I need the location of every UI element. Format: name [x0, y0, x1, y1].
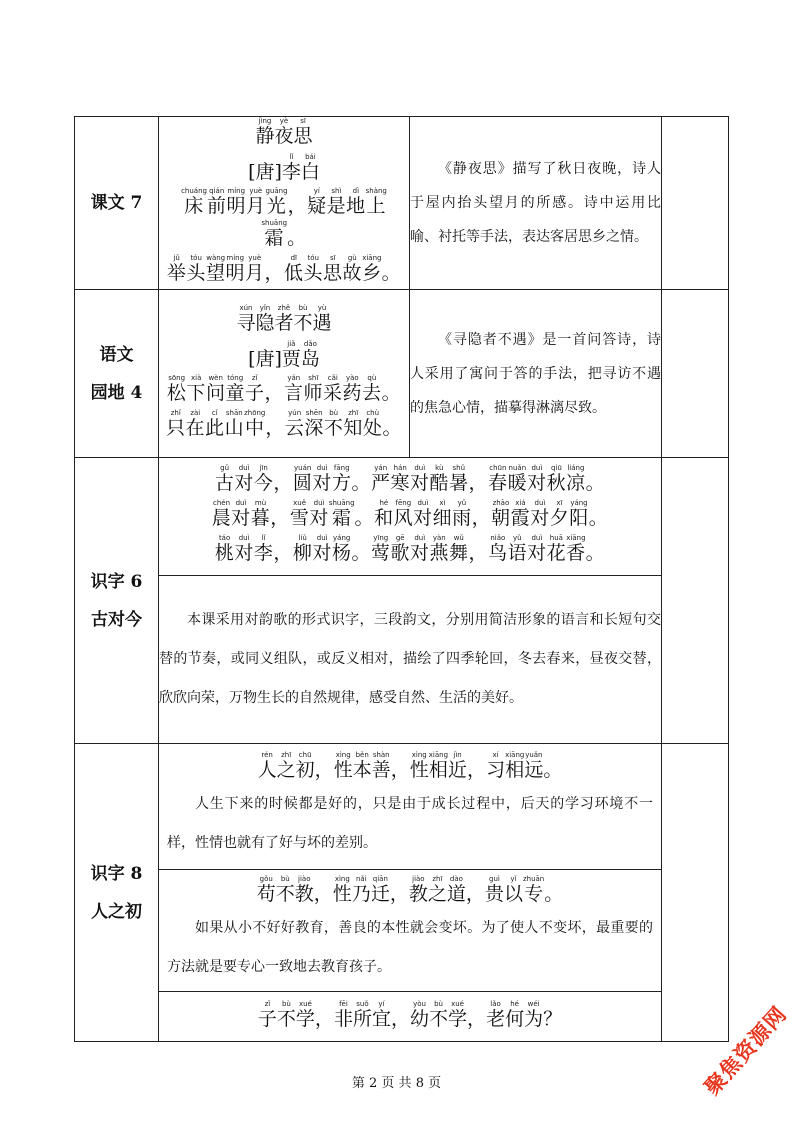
poem-line: [167, 254, 401, 289]
lesson7-description: 《静夜思》描写了秋日夜晚，诗人于屋内抬头望月的所感。诗中运用比喻、衬托等手法，表达客居思乡之情。: [410, 117, 662, 290]
hanzi-char: 霜shuāng: [328, 499, 355, 529]
hanzi-char: 不bù: [429, 999, 449, 1030]
hanzi-char: 语yǔ: [507, 534, 528, 564]
hanzi-char: 。: [382, 416, 402, 439]
hanzi-char: ，: [390, 1007, 410, 1030]
hanzi-char: 香xiāng: [566, 534, 586, 564]
hanzi-char: 贾jiǎ: [281, 339, 301, 370]
hanzi-char: 暑shǔ: [449, 464, 469, 494]
hanzi-char: 歌gē: [390, 534, 410, 564]
shizi6-label-line1: 识字 6: [90, 571, 143, 592]
garden4-poem: [159, 290, 410, 458]
hanzi-char: 秋qiū: [546, 464, 567, 494]
hanzi-char: 光guāng: [265, 187, 288, 217]
hanzi-char: 问wèn: [205, 373, 226, 404]
hanzi-char: 之zhī: [427, 874, 447, 905]
hanzi-char: 迁qiān: [370, 874, 390, 905]
shizi6-label-line2: 古对今: [91, 609, 142, 630]
dynasty-tag: [唐]: [248, 161, 282, 183]
hanzi-char: 对duì: [410, 534, 430, 564]
hanzi-char: 晨chén: [211, 499, 232, 529]
hanzi-char: 宜yí: [371, 999, 391, 1030]
hanzi-char: 云yún: [284, 408, 305, 439]
hanzi-char: 性xìng: [333, 750, 353, 781]
hanzi-char: 李lǐ: [281, 153, 301, 183]
notes-cell: [662, 744, 729, 1042]
hanzi-char: 远yuǎn: [524, 750, 544, 781]
hanzi-char: 不bù: [276, 999, 296, 1030]
hanzi-char: 人rén: [257, 750, 277, 781]
hanzi-char: 松sōng: [166, 373, 187, 404]
hanzi-char: 杨yáng: [331, 534, 352, 564]
hanzi-char: ，: [467, 1007, 487, 1030]
hanzi-char: 白bái: [300, 153, 320, 183]
shizi8-label-line2: 人之初: [91, 901, 142, 922]
hanzi-char: ，: [465, 882, 485, 905]
verse-line: [215, 464, 605, 499]
hanzi-char: 相xiāng: [428, 750, 449, 781]
hanzi-char: 。: [351, 472, 371, 494]
hanzi-char: 李lǐ: [253, 534, 274, 564]
hanzi-char: 。: [543, 758, 563, 781]
hanzi-char: 对duì: [410, 464, 430, 494]
hanzi-char: 思sī: [293, 117, 313, 147]
hanzi-char: 朝zhāo: [491, 499, 511, 529]
hanzi-char: ？: [543, 1007, 563, 1030]
hanzi-char: 对duì: [309, 499, 329, 529]
hanzi-char: 学xué: [448, 999, 468, 1030]
hanzi-char: ，: [273, 542, 293, 564]
garden4-label-line2: 园地 4: [90, 382, 143, 403]
hanzi-char: ，: [270, 507, 290, 529]
hanzi-char: 相xiāng: [505, 750, 525, 781]
hanzi-char: 莺yīng: [370, 534, 391, 564]
poem-author: [248, 153, 320, 187]
hanzi-char: 岛dǎo: [300, 339, 320, 370]
hanzi-char: 知zhī: [343, 408, 363, 439]
hanzi-char: 对duì: [527, 464, 547, 494]
hanzi-char: 花huā: [546, 534, 567, 564]
watermark-logo: 聚焦资源网: [700, 1001, 792, 1100]
hanzi-char: 去qù: [362, 373, 382, 404]
hanzi-char: 柳liǔ: [292, 534, 313, 564]
hanzi-char: 酷kù: [429, 464, 450, 494]
hanzi-char: 细xì: [432, 499, 453, 529]
hanzi-char: 风fēng: [393, 499, 414, 529]
hanzi-char: 本běn: [352, 750, 372, 781]
hanzi-char: ，: [468, 472, 489, 494]
verse-line: [212, 499, 609, 534]
hanzi-char: 苟gǒu: [256, 874, 276, 905]
lesson7-label: 课文 7: [75, 117, 159, 290]
hanzi-char: 故gù: [342, 254, 363, 284]
notes-cell: [662, 117, 729, 290]
verse-explanation: 如果从小不好好教育，善良的本性就会变坏。为了使人不变坏，最重要的方法就是要专心一致地去教育孩子。: [167, 919, 653, 975]
shizi6-verse: [159, 458, 662, 576]
page-number: 第 2 页 共 8 页: [351, 1076, 442, 1091]
hanzi-char: 对duì: [527, 534, 547, 564]
hanzi-char: 只zhǐ: [166, 408, 186, 439]
hanzi-char: 。: [287, 227, 307, 249]
hanzi-char: 何hé: [505, 999, 525, 1030]
hanzi-char: 严yán: [370, 464, 391, 494]
hanzi-char: 贵guì: [484, 874, 504, 905]
hanzi-char: 。: [544, 882, 564, 905]
hanzi-char: 。: [381, 262, 402, 284]
hanzi-char: ，: [468, 542, 489, 564]
shizi8-part1: [159, 744, 662, 870]
hanzi-char: 教jiào: [294, 874, 314, 905]
lesson7-poem: [159, 117, 410, 290]
hanzi-char: 桃táo: [214, 534, 235, 564]
hanzi-char: 疑yí: [307, 187, 327, 217]
hanzi-char: 。: [381, 381, 402, 404]
hanzi-char: 此cǐ: [205, 408, 225, 439]
hanzi-char: 头tóu: [303, 254, 324, 284]
row-shizi8-part1: [75, 744, 729, 870]
notes-cell: [662, 290, 729, 458]
hanzi-char: 中zhōng: [244, 408, 266, 439]
hanzi-char: 隐yǐn: [255, 303, 275, 334]
row-garden4: [75, 290, 729, 458]
hanzi-char: 对duì: [231, 499, 251, 529]
hanzi-char: 对duì: [234, 534, 254, 564]
hanzi-char: 舞wǔ: [449, 534, 469, 564]
verse-line: [159, 1000, 661, 1034]
hanzi-char: ，: [467, 758, 487, 781]
hanzi-char: 教jiào: [408, 874, 428, 905]
hanzi-char: 采cǎi: [323, 373, 343, 404]
hanzi-char: 遇yù: [312, 303, 332, 334]
hanzi-char: ，: [390, 758, 410, 781]
poem-line: [167, 374, 401, 409]
verse-text: [257, 875, 564, 909]
shizi8-label: [75, 744, 159, 1042]
hanzi-char: 乃nǎi: [351, 874, 371, 905]
hanzi-char: 。: [588, 507, 609, 529]
hanzi-char: 善shàn: [371, 750, 391, 781]
hanzi-char: 不bù: [293, 303, 313, 334]
hanzi-char: 明míng: [225, 254, 245, 284]
hanzi-char: 燕yàn: [429, 534, 450, 564]
hanzi-char: 鸟niǎo: [488, 534, 508, 564]
hanzi-char: 明míng: [226, 187, 246, 217]
hanzi-char: 春chūn: [488, 464, 508, 494]
hanzi-char: 头tóu: [186, 254, 206, 284]
hanzi-char: 雨yǔ: [452, 499, 472, 529]
row-lesson7: [75, 117, 729, 290]
hanzi-char: 地dì: [346, 187, 366, 217]
hanzi-char: 师shī: [303, 373, 324, 404]
shizi8-part2: [159, 870, 662, 992]
verse-line: [159, 875, 661, 909]
hanzi-char: 望wàng: [205, 254, 226, 284]
hanzi-char: 今jīn: [253, 464, 274, 494]
hanzi-char: 寒hán: [390, 464, 410, 494]
hanzi-char: 学xué: [295, 999, 315, 1030]
hanzi-char: 所suǒ: [352, 999, 372, 1030]
verse-line: [215, 534, 605, 569]
hanzi-char: 暖nuǎn: [507, 464, 528, 494]
hanzi-char: 思sī: [323, 254, 343, 284]
hanzi-char: 山shān: [224, 408, 245, 439]
hanzi-char: 在zài: [185, 408, 206, 439]
hanzi-char: 霜shuāng: [261, 219, 288, 249]
hanzi-char: ，: [471, 507, 492, 529]
hanzi-char: 静jìng: [255, 117, 275, 147]
row-shizi8-part2: [75, 870, 729, 992]
hanzi-char: 方fāng: [331, 464, 352, 494]
hanzi-char: 近jìn: [448, 750, 468, 781]
hanzi-char: ，: [273, 472, 293, 494]
hanzi-char: 童tóng: [225, 373, 245, 404]
garden4-label: [75, 290, 159, 458]
hanzi-char: 对duì: [312, 534, 332, 564]
poem-author: [248, 340, 320, 374]
hanzi-char: 寻xún: [236, 303, 256, 334]
hanzi-char: 以yǐ: [503, 874, 523, 905]
hanzi-char: 初chū: [295, 750, 315, 781]
hanzi-char: 暮mù: [250, 499, 271, 529]
hanzi-char: 老lǎo: [486, 999, 506, 1030]
hanzi-char: 幼yòu: [410, 999, 430, 1030]
hanzi-char: 性xìng: [332, 874, 352, 905]
hanzi-char: 雪xuě: [289, 499, 310, 529]
hanzi-char: 深shēn: [304, 408, 324, 439]
hanzi-char: 对duì: [234, 464, 254, 494]
hanzi-char: 。: [585, 472, 606, 494]
poem-line: [166, 409, 402, 444]
hanzi-char: 处chù: [362, 408, 383, 439]
shizi6-description: 本课采用对韵歌的形式识字，三段韵文，分别用简洁形象的语言和长短句交替的节奏，或同义组队，或反义相对，描绘了四季轮回，冬去春来，昼夜交替，欣欣向荣，万物生长的自然规律，感受自然、生活的美好。: [159, 576, 662, 744]
hanzi-char: 性xìng: [409, 750, 429, 781]
hanzi-char: 。: [354, 507, 375, 529]
hanzi-char: 乡xiāng: [362, 254, 382, 284]
hanzi-char: 道dào: [446, 874, 466, 905]
hanzi-char: ，: [287, 195, 308, 217]
hanzi-char: 之zhī: [276, 750, 296, 781]
verse-text: [258, 1000, 562, 1034]
poem-title: [236, 304, 331, 340]
garden4-description: 《寻隐者不遇》是一首问答诗，诗人采用了寓问于答的手法，把寻访不遇的焦急心情，描摹得淋漓尽致。: [410, 290, 662, 458]
hanzi-char: 不bù: [323, 408, 344, 439]
author-name: [281, 339, 320, 370]
dynasty-tag: [唐]: [248, 347, 282, 370]
hanzi-char: ，: [389, 882, 409, 905]
hanzi-char: 和hé: [374, 499, 394, 529]
author-name: [281, 153, 320, 183]
hanzi-char: 床chuáng: [181, 187, 207, 217]
hanzi-char: 是shì: [326, 187, 347, 217]
hanzi-char: 前qián: [206, 187, 227, 217]
hanzi-char: 圆yuán: [292, 464, 313, 494]
hanzi-char: 古gǔ: [214, 464, 235, 494]
hanzi-char: 低dī: [284, 254, 304, 284]
hanzi-char: 者zhě: [274, 303, 294, 334]
hanzi-char: 子zǐ: [257, 999, 277, 1030]
hanzi-char: 夕xī: [549, 499, 570, 529]
notes-cell: [662, 458, 729, 744]
hanzi-char: 。: [585, 542, 606, 564]
poem-line: [159, 187, 409, 254]
hanzi-char: ，: [313, 882, 333, 905]
hanzi-char: 阳yáng: [569, 499, 589, 529]
hanzi-char: 非fēi: [333, 999, 353, 1030]
hanzi-char: ，: [264, 262, 284, 284]
lesson-table: [74, 116, 729, 1042]
hanzi-char: 月yuè: [244, 254, 265, 284]
hanzi-char: ，: [265, 416, 285, 439]
hanzi-char: 举jǔ: [166, 254, 187, 284]
hanzi-char: 言yán: [284, 373, 304, 404]
hanzi-char: 凉liáng: [566, 464, 586, 494]
hanzi-char: ，: [314, 1007, 334, 1030]
verse-explanation: 人生下来的时候都是好的，只是由于成长过程中，后天的学习环境不一样，性情也就有了好与坏的差别。: [167, 795, 653, 851]
shizi8-label-line1: 识字 8: [90, 863, 143, 884]
hanzi-char: ，: [314, 758, 334, 781]
hanzi-char: 夜yè: [274, 117, 294, 147]
shizi8-part3: [159, 992, 662, 1042]
poem-title: [255, 117, 312, 153]
verse-text: [258, 751, 563, 785]
hanzi-char: 月yuè: [246, 187, 266, 217]
row-shizi6-verse: [75, 458, 729, 576]
hanzi-char: 下xià: [186, 373, 206, 404]
hanzi-char: 。: [351, 542, 371, 564]
hanzi-char: 习xí: [486, 750, 506, 781]
hanzi-char: 对duì: [312, 464, 332, 494]
hanzi-char: 为wéi: [524, 999, 544, 1030]
garden4-label-line1: 语文: [99, 344, 134, 365]
hanzi-char: 对duì: [530, 499, 550, 529]
hanzi-char: 上shàng: [365, 187, 387, 217]
hanzi-char: 专zhuān: [522, 874, 545, 905]
hanzi-char: 子zǐ: [244, 373, 265, 404]
verse-line: [159, 751, 661, 785]
row-shizi6-desc: [75, 576, 729, 744]
hanzi-char: 不bù: [275, 874, 295, 905]
hanzi-char: 霞xiá: [510, 499, 531, 529]
shizi6-label: [75, 458, 159, 744]
hanzi-char: 对duì: [413, 499, 433, 529]
hanzi-char: ，: [264, 381, 284, 404]
row-shizi8-part3: [75, 992, 729, 1042]
hanzi-char: 药yào: [342, 373, 363, 404]
